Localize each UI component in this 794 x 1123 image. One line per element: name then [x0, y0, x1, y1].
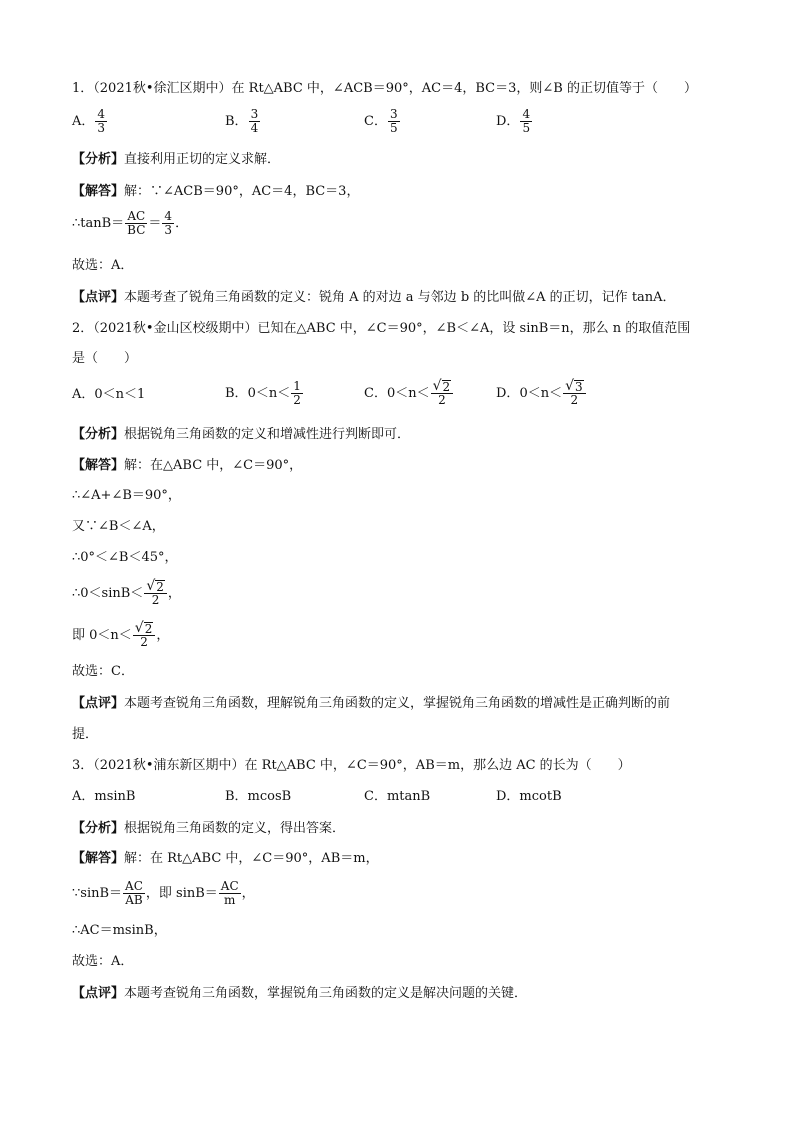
q3-solution-line-3: ∴AC＝msinB，: [72, 923, 167, 938]
fraction-ac-m: $\frac{AC}{m}$: [220, 879, 239, 907]
q2-solution-line-5: ∴0＜sinB＜ √ 2 2 ，: [72, 578, 181, 607]
q2-solution-line-3: 又∵∠B＜∠A，: [72, 519, 165, 534]
q2-option-c[interactable]: C．0＜n＜ √ 2 2: [364, 380, 454, 407]
q1-option-d[interactable]: D． $\frac{4}{5}$: [496, 107, 531, 135]
q3-option-d[interactable]: D．mcotB: [496, 789, 562, 804]
q1-option-a[interactable]: A． $\frac{4}{3}$: [72, 107, 106, 135]
q1-option-b[interactable]: B． $\frac{3}{4}$: [225, 107, 259, 135]
q3-option-c[interactable]: C．mtanB: [364, 789, 431, 804]
q2-solution-line-2: ∴∠A+∠B＝90°，: [72, 488, 181, 503]
q1-analysis: 【分析】直接利用正切的定义求解．: [72, 152, 281, 167]
fraction-sqrt2-2: √ 2 2: [144, 580, 167, 607]
q1-stem: 1．（2021秋•徐汇区期中）在 Rt△ABC 中，∠ACB＝90°，AC＝4，BC＝3，则∠B 的正切值等于（ ）: [72, 81, 697, 96]
q2-comment-line-1: 【点评】本题考查锐角三角函数，理解锐角三角函数的定义，掌握锐角三角函数的增减性是正确判断的前: [72, 696, 671, 711]
q1-option-a-fraction: $\frac{4}{3}$: [97, 107, 106, 135]
q3-comment: 【点评】本题考查锐角三角函数，掌握锐角三角函数的定义是解决问题的关键．: [72, 986, 528, 1001]
fraction-ac-bc: $\frac{AC}{BC}$: [127, 209, 146, 237]
fraction-4-3: $\frac{4}{3}$: [164, 209, 173, 237]
q1-option-c[interactable]: C． $\frac{3}{5}$: [364, 107, 398, 135]
q3-solution-line-1: 【解答】解：在 Rt△ABC 中，∠C＝90°，AB＝m，: [72, 851, 379, 866]
q3-answer: 故选：A．: [72, 954, 134, 969]
fraction-sqrt3-2: √ 3 2: [563, 380, 586, 407]
q2-option-a[interactable]: A．0＜n＜1: [72, 387, 146, 402]
q3-option-a[interactable]: A．msinB: [72, 789, 136, 804]
fraction-ac-ab: $\frac{AC}{AB}$: [125, 879, 143, 907]
fraction-1-2: $\frac{1}{2}$: [293, 379, 301, 407]
q2-solution-line-6: 即 0＜n＜ √ 2 2 ，: [72, 620, 170, 649]
q2-stem-line-2: 是（ ）: [72, 351, 138, 366]
q2-option-d[interactable]: D．0＜n＜ √ 3 2: [496, 380, 587, 407]
q1-solution-line-2: ∴tanB＝ $\frac{AC}{BC}$ ＝ $\frac{4}{3}$ ．: [72, 209, 189, 237]
fraction-sqrt2-2: √ 2 2: [133, 622, 156, 649]
q2-option-b[interactable]: B．0＜n＜ $\frac{1}{2}$: [225, 379, 301, 407]
q1-comment: 【点评】本题考查了锐角三角函数的定义：锐角 A 的对边 a 与邻边 b 的比叫做∠A 的正切，记作 tanA．: [72, 290, 676, 305]
q1-solution-line-1: 【解答】解：∵∠ACB＝90°，AC＝4，BC＝3，: [72, 184, 360, 199]
q3-analysis: 【分析】根据锐角三角函数的定义，得出答案．: [72, 821, 346, 836]
q3-stem: 3．（2021秋•浦东新区期中）在 Rt△ABC 中，∠C＝90°，AB＝m，那么边 AC 的长为（ ）: [72, 758, 631, 773]
q2-solution-line-1: 【解答】解：在△ABC 中，∠C＝90°，: [72, 458, 303, 473]
q2-stem-line-1: 2．（2021秋•金山区校级期中）已知在△ABC 中，∠C＝90°，∠B＜∠A，设 sinB＝n，那么 n 的取值范围: [72, 321, 691, 336]
q3-option-b[interactable]: B．mcosB: [225, 789, 292, 804]
q3-solution-line-2: ∵sinB＝ $\frac{AC}{AB}$ ，即 sinB＝ $\frac{AC}{m}$ ，: [72, 879, 255, 907]
q2-solution-line-4: ∴0°＜∠B＜45°，: [72, 550, 178, 565]
q1-option-d-fraction: $\frac{4}{5}$: [522, 107, 531, 135]
q2-analysis: 【分析】根据锐角三角函数的定义和增减性进行判断即可．: [72, 427, 411, 442]
q1-option-c-fraction: $\frac{3}{5}$: [389, 107, 398, 135]
q2-comment-line-2: 提．: [72, 727, 99, 742]
q2-answer: 故选：C．: [72, 664, 134, 679]
q1-answer: 故选：A．: [72, 258, 134, 273]
fraction-sqrt2-2: √ 2 2: [431, 380, 454, 407]
q1-option-b-fraction: $\frac{3}{4}$: [250, 107, 259, 135]
